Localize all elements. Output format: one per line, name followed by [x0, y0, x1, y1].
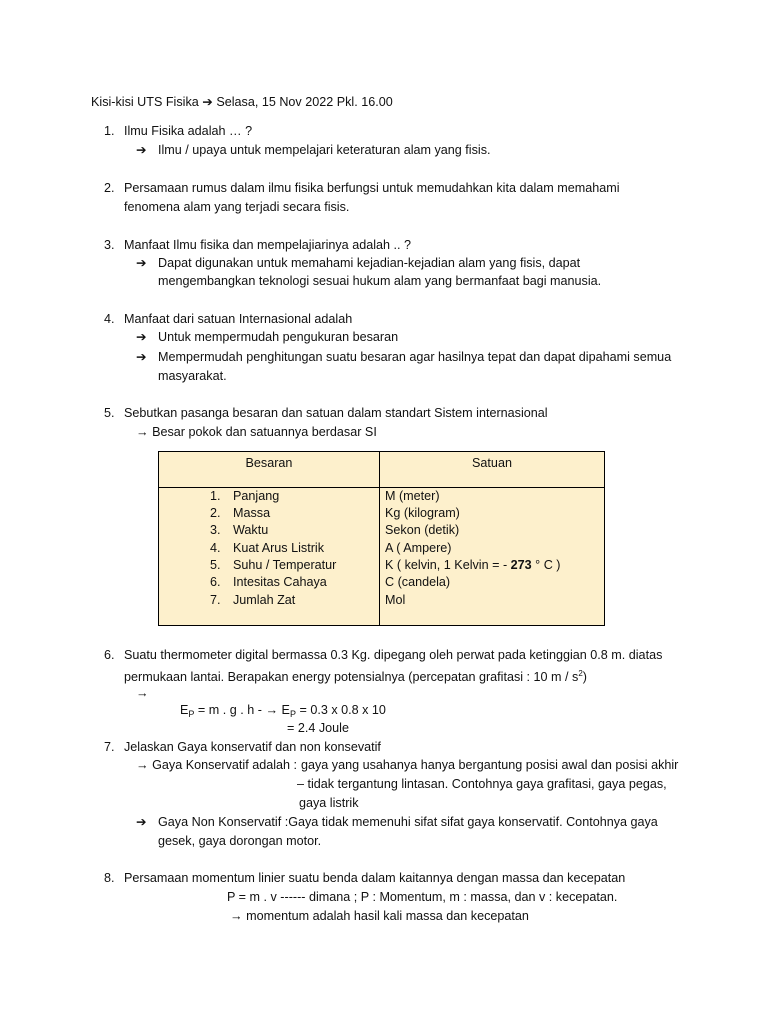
row-satuan: Kg (kilogram): [385, 506, 460, 520]
row-besaran: Intesitas Cahaya: [233, 575, 327, 589]
q6-line-2: [124, 665, 587, 686]
q3-number: 3.: [104, 238, 115, 252]
eq-symbol: E: [180, 703, 189, 717]
si-units-table: [158, 451, 605, 626]
eq-subscript: P: [289, 709, 296, 719]
q4-number: 4.: [104, 312, 115, 326]
q7-konservatif-line-1: gaya yang usahanya hanya bergantung posisi awal dan posisi akhir: [301, 758, 679, 772]
row-satuan: M (meter): [385, 489, 440, 503]
q8-answer-text: momentum adalah hasil kali massa dan kecepatan: [246, 909, 529, 923]
q6-line-2-superscript: 2: [578, 669, 583, 678]
q1-question: Ilmu Fisika adalah … ?: [124, 124, 253, 138]
q7-konservatif-line-2: – tidak tergantung lintasan. Contohnya gaya grafitasi, gaya pegas,: [297, 777, 667, 791]
row-besaran: Waktu: [233, 523, 269, 537]
q7-konservatif-label: [136, 756, 297, 774]
row-number: 5.: [210, 558, 221, 572]
q8-number: 8.: [104, 871, 115, 885]
right-arrow-icon: ➔: [136, 815, 147, 829]
right-arrow-icon: ➔: [136, 143, 147, 157]
q7-non-konservatif-line-2: gesek, gaya dorongan motor.: [158, 834, 322, 848]
q8-question: Persamaan momentum linier suatu benda dalam kaitannya dengan massa dan kecepatan: [124, 871, 626, 885]
q2-line-2: fenomena alam yang terjadi secara fisis.: [124, 200, 350, 214]
q4-answer-2-line-2: masyarakat.: [158, 369, 227, 383]
title-subject: Kisi-kisi UTS Fisika: [91, 95, 199, 109]
row-satuan: C (candela): [385, 575, 451, 589]
row-besaran: Panjang: [233, 489, 280, 503]
q4-answer-1: Untuk mempermudah pengukuran besaran: [158, 330, 399, 344]
q6-equation: [180, 701, 386, 723]
q7-konservatif-line-3: gaya listrik: [299, 796, 359, 810]
q5-answer: [136, 423, 377, 441]
satuan-unit: ° C ): [531, 558, 561, 572]
row-number: 6.: [210, 575, 221, 589]
document-title: [91, 93, 393, 111]
row-number: 1.: [210, 489, 221, 503]
row-satuan: A ( Ampere): [385, 541, 452, 555]
q5-answer-text: Besar pokok dan satuannya berdasar SI: [152, 425, 377, 439]
row-satuan: Mol: [385, 593, 406, 607]
q6-line-1: Suatu thermometer digital bermassa 0.3 Kg. dipegang oleh perwat pada ketinggian 0.8 m. diatas: [124, 648, 663, 662]
row-number: 2.: [210, 506, 221, 520]
satuan-text: K ( kelvin, 1 Kelvin = -: [385, 558, 511, 572]
q3-answer-line-2: mengembangkan teknologi sesuai hukum alam yang bermanfaat bagi manusia.: [158, 274, 602, 288]
right-arrow-icon: ➔: [136, 256, 147, 270]
row-satuan: Sekon (detik): [385, 523, 460, 537]
q1-number: 1.: [104, 124, 115, 138]
q8-answer: [230, 907, 529, 925]
row-number: 3.: [210, 523, 221, 537]
right-arrow-icon: ➔: [202, 95, 213, 109]
q7-non-konservatif-line-1: Gaya Non Konservatif :Gaya tidak memenuhi sifat sifat gaya konservatif. Contohnya gaya: [158, 815, 658, 829]
q5-number: 5.: [104, 406, 115, 420]
right-arrow-icon: →: [136, 686, 149, 700]
q2-number: 2.: [104, 181, 115, 195]
table-header-besaran: Besaran: [245, 456, 293, 470]
row-besaran: Suhu / Temperatur: [233, 558, 337, 572]
q1-answer: Ilmu / upaya untuk mempelajari keteraturan alam yang fisis.: [158, 143, 491, 157]
q3-question: Manfaat Ilmu fisika dan mempelajiarinya adalah .. ?: [124, 238, 412, 252]
row-number: 7.: [210, 593, 221, 607]
table-header-satuan: Satuan: [472, 456, 512, 470]
q4-answer-2-line-1: Mempermudah penghitungan suatu besaran agar hasilnya tepat dan dapat dipahami semua: [158, 350, 672, 364]
q3-answer-line-1: Dapat digunakan untuk memahami kejadian-kejadian alam yang fisis, dapat: [158, 256, 581, 270]
q7-number: 7.: [104, 740, 115, 754]
eq-subscript: P: [188, 709, 195, 719]
q8-formula: P = m . v ------ dimana ; P : Momentum, m : massa, dan v : kecepatan.: [227, 890, 618, 904]
q5-question: Sebutkan pasanga besaran dan satuan dalam standart Sistem internasional: [124, 406, 548, 420]
eq-end: = 0.3 x 0.8 x 10: [295, 703, 386, 717]
q7-question: Jelaskan Gaya konservatif dan non konsevatif: [124, 740, 381, 754]
row-besaran: Kuat Arus Listrik: [233, 541, 324, 555]
right-arrow-icon: →: [136, 758, 149, 772]
row-besaran: Massa: [233, 506, 271, 520]
title-schedule: Selasa, 15 Nov 2022 Pkl. 16.00: [216, 95, 393, 109]
q6-number: 6.: [104, 648, 115, 662]
row-besaran: Jumlah Zat: [233, 593, 296, 607]
satuan-value: 273: [510, 558, 532, 572]
q6-line-2-text: permukaan lantai. Berapakan energy potensialnya (percepatan grafitasi : 10 m / s: [124, 670, 579, 684]
eq-middle: = m . g . h - → E: [194, 703, 290, 717]
row-number: 4.: [210, 541, 221, 555]
q2-line-1: Persamaan rumus dalam ilmu fisika berfungsi untuk memudahkan kita dalam memahami: [124, 181, 620, 195]
row-satuan: [385, 557, 560, 574]
konservatif-label-text: Gaya Konservatif adalah :: [152, 758, 298, 772]
right-arrow-icon: ➔: [136, 350, 147, 364]
q4-question: Manfaat dari satuan Internasional adalah: [124, 312, 353, 326]
q6-line-2-end: ): [582, 670, 587, 684]
q6-result: = 2.4 Joule: [287, 721, 349, 735]
right-arrow-icon: →: [230, 909, 243, 923]
right-arrow-icon: ➔: [136, 330, 147, 344]
right-arrow-icon: →: [136, 425, 149, 439]
